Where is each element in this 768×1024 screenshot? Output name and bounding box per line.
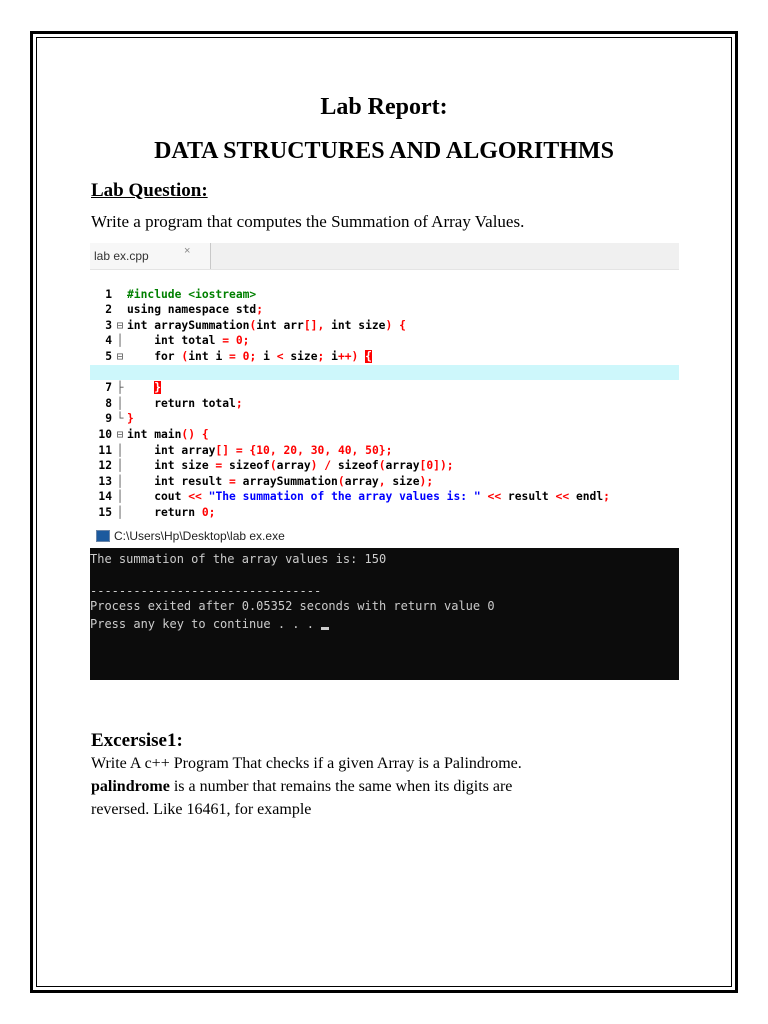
text-cursor [321,627,329,630]
exercise-heading: Excersise1: [91,730,183,751]
lab-question-heading: Lab Question: [91,180,208,201]
exercise-line-1: Write A c++ Program That checks if a given Array is a Palindrome. [91,755,522,772]
console-output [90,548,679,680]
exercise-line-3: reversed. Like 16461, for example [91,801,312,818]
console-line: -------------------------------- [90,584,322,598]
code-line: 9 └ } [105,412,134,426]
code-editor [90,243,679,517]
console-title-bar [90,525,679,547]
code-line: 14 │ cout << "The summation of the array values is: " << result << endl; [98,490,610,504]
code-line: 12 │ int size = sizeof(array) / sizeof(array[0]); [98,459,454,473]
console-window-title: C:\Users\Hp\Desktop\lab ex.exe [114,529,285,543]
code-line [90,349,679,365]
console-line: Press any key to continue . . . [90,617,329,631]
exercise-bold-term: palindrome [91,778,170,795]
exercise-line-2: palindrome is a number that remains the same when its digits are [91,778,513,795]
fold-toggle-icon[interactable]: ⊟ [116,349,124,363]
fold-toggle-icon[interactable]: ⊟ [116,427,124,441]
code-line: 5 ⊟ for (int i = 0; i < size; i++) { [105,349,372,363]
code-line: 1 #include <iostream> [105,287,257,301]
console-window-icon [96,530,110,542]
editor-tab[interactable] [90,243,211,269]
exercise-text [91,752,611,821]
fold-toggle-icon[interactable]: ⊟ [116,318,124,332]
code-line-highlighted: 7 ├ } [90,365,679,381]
console-line: Process exited after 0.05352 seconds with return value 0 [90,599,495,613]
editor-tab-label: lab ex.cpp [94,249,149,263]
close-icon[interactable]: × [184,245,191,257]
report-title: Lab Report: [320,94,448,120]
editor-tab-bar [90,243,679,270]
code-line: 15 │ return 0; [98,505,216,519]
code-line: 10 ⊟ int main() { [98,427,209,441]
console-line: The summation of the array values is: 150 [90,552,387,566]
report-subtitle: DATA STRUCTURES AND ALGORITHMS [154,138,614,164]
code-line: 3 ⊟ int arraySummation(int arr[], int size) { [105,318,406,332]
code-line: 4 │ int total = 0; [105,334,250,348]
code-area [90,271,679,519]
code-line: 11 │ int array[] = {10, 20, 30, 40, 50}; [98,443,393,457]
code-line: 13 │ int result = arraySummation(array, size); [98,474,434,488]
lab-question-text: Write a program that computes the Summation of Array Values. [91,212,525,231]
code-line: 8 │ return total; [105,396,243,410]
code-line: 2 using namespace std; [105,303,264,317]
